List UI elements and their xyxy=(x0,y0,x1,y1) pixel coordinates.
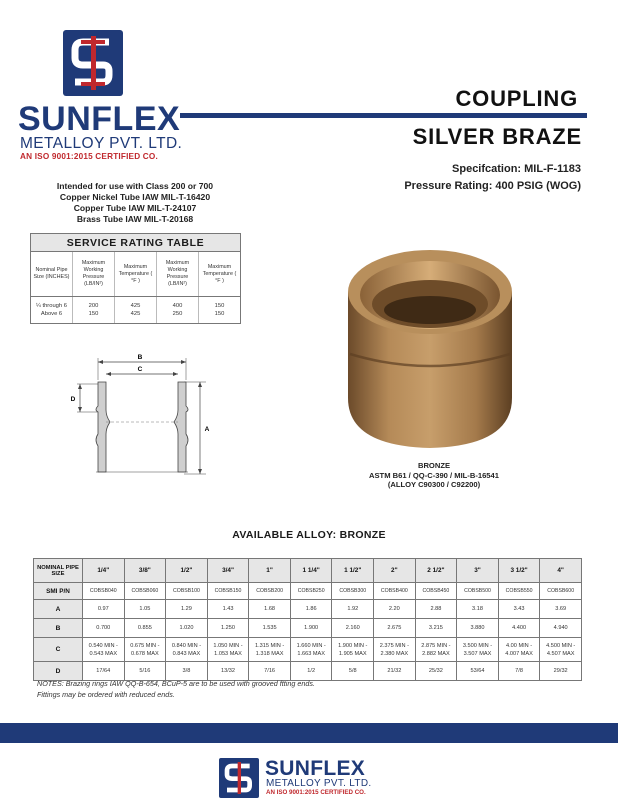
size-header: 1/4" xyxy=(83,559,125,583)
min-value: 0.675 MIN - xyxy=(130,642,160,649)
dimension-table xyxy=(33,558,582,681)
dimension-cell: 3.69 xyxy=(540,600,582,619)
part-number-cell: COBSB500 xyxy=(457,583,499,600)
part-number-cell: COBSB400 xyxy=(374,583,416,600)
min-value: 1.315 MIN - xyxy=(254,642,285,649)
pressure-rating: Pressure Rating: 400 PSIG (WOG) xyxy=(404,180,581,192)
table-row xyxy=(34,619,582,638)
dimension-cell: 4.400 xyxy=(498,619,540,638)
dimension-cell xyxy=(249,638,291,662)
header-cell: Maximum Working Pressure (LB/IN²) xyxy=(157,252,199,296)
dimension-cell xyxy=(374,638,416,662)
header-cell: Maximum Temperature ( °F ) xyxy=(202,263,237,284)
dimension-label-b: B xyxy=(137,354,143,361)
size-header: 3 1/2" xyxy=(498,559,540,583)
intended-use-line: Intended for use with Class 200 or 700 xyxy=(56,181,214,191)
dimension-cell xyxy=(83,638,125,662)
max-value: 1.663 MAX xyxy=(297,650,326,657)
size-header: 3" xyxy=(457,559,499,583)
dimension-cell xyxy=(124,638,166,662)
note-line: Fittings may be ordered with reduced ends. xyxy=(37,689,175,699)
part-number-cell: COBSB060 xyxy=(124,583,166,600)
caption-standards: ASTM B61 / QQ-C-390 / MIL-B-16541 xyxy=(369,470,499,480)
dimension-label-a: A xyxy=(204,426,210,433)
size-header: 1" xyxy=(249,559,291,583)
dimension-label-d: D xyxy=(70,396,76,403)
min-value: 2.875 MIN - xyxy=(421,642,451,649)
brand-subtitle: METALLOY PVT. LTD. xyxy=(20,135,183,152)
part-number-cell: COBSB600 xyxy=(540,583,582,600)
size-header: 1/2" xyxy=(166,559,208,583)
caption-material: BRONZE xyxy=(417,461,451,470)
dimension-cell: 0.855 xyxy=(124,619,166,638)
table-cell xyxy=(199,297,240,323)
brand-name: SUNFLEX xyxy=(18,100,181,138)
notes xyxy=(37,679,315,700)
table-row xyxy=(34,583,582,600)
page-title: COUPLING xyxy=(455,86,578,111)
header-cell: Maximum Temperature ( °F ) xyxy=(115,252,157,296)
size-header: 2 1/2" xyxy=(415,559,457,583)
max-value: 4.507 MAX xyxy=(546,650,575,657)
dimension-cell: 7/8 xyxy=(498,662,540,681)
dimension-cell: 1.020 xyxy=(166,619,208,638)
size-header: 1 1/4" xyxy=(290,559,332,583)
dimension-cell: 53/64 xyxy=(457,662,499,681)
dimension-cell: 1.250 xyxy=(207,619,249,638)
dimension-label-c: C xyxy=(137,366,143,373)
dimension-cell: 13/32 xyxy=(207,662,249,681)
dimension-cell: 2.675 xyxy=(374,619,416,638)
available-alloy-heading: AVAILABLE ALLOY: BRONZE xyxy=(232,529,386,541)
table-cell xyxy=(73,297,115,323)
cell-value: 400 xyxy=(172,303,183,309)
dimension-cell: 3/8 xyxy=(166,662,208,681)
part-number-cell: COBSB200 xyxy=(249,583,291,600)
page-subtitle: SILVER BRAZE xyxy=(412,124,582,149)
footer-brand-subtitle: METALLOY PVT. LTD. xyxy=(266,778,372,789)
max-value: 1.053 MAX xyxy=(214,650,242,657)
min-value: 1.050 MIN - xyxy=(213,642,243,649)
cell-value: 425 xyxy=(130,303,141,309)
max-value: 0.678 MAX xyxy=(131,650,159,657)
max-value: 3.507 MAX xyxy=(463,650,492,657)
max-value: 1.905 MAX xyxy=(338,650,367,657)
cell-value: 150 xyxy=(214,311,225,317)
dimension-cell: 1.900 xyxy=(290,619,332,638)
caption-alloy: (ALLOY C90300 / C92200) xyxy=(387,480,481,489)
part-number-cell: COBSB100 xyxy=(166,583,208,600)
min-value: 4.00 MIN - xyxy=(506,642,533,649)
max-value: 0.843 MAX xyxy=(172,650,201,657)
dimension-cell: 1.86 xyxy=(290,600,332,619)
service-rating-title: SERVICE RATING TABLE xyxy=(31,234,240,252)
dimension-cell: 3.215 xyxy=(415,619,457,638)
min-value: 4.500 MIN - xyxy=(546,642,576,649)
dimension-cell: 0.700 xyxy=(83,619,125,638)
max-value: 2.380 MAX xyxy=(380,650,409,657)
min-value: 1.660 MIN - xyxy=(296,642,326,649)
size-header: 4" xyxy=(540,559,582,583)
table-cell xyxy=(31,297,73,323)
table-row xyxy=(34,638,582,662)
bronze-coupling-photo xyxy=(340,238,520,453)
dimension-cell: 5/8 xyxy=(332,662,374,681)
row-label: A xyxy=(34,600,83,619)
dimension-cell: 1.92 xyxy=(332,600,374,619)
footer-logo xyxy=(219,756,409,800)
service-rating-body-row xyxy=(31,297,240,323)
min-value: 0.840 MIN - xyxy=(171,642,202,649)
max-value: 0.543 MAX xyxy=(89,650,118,657)
max-value: 4.007 MAX xyxy=(505,650,533,657)
part-number-cell: COBSB550 xyxy=(498,583,540,600)
table-row xyxy=(34,662,582,681)
dimension-cell: 1.29 xyxy=(166,600,208,619)
photo-caption xyxy=(340,461,528,490)
part-number-cell: COBSB450 xyxy=(415,583,457,600)
title-divider xyxy=(180,113,587,118)
row-label: C xyxy=(34,638,83,662)
part-number-cell: COBSB150 xyxy=(207,583,249,600)
sunflex-logo-icon xyxy=(63,30,123,96)
max-value: 2.882 MAX xyxy=(422,650,450,657)
dimension-cell xyxy=(166,638,208,662)
table-row xyxy=(34,559,582,583)
cell-value: 250 xyxy=(172,311,183,317)
dimension-cell: 3.880 xyxy=(457,619,499,638)
min-value: 1.900 MIN - xyxy=(338,642,368,649)
row-label: D xyxy=(34,662,83,681)
dimension-cell xyxy=(332,638,374,662)
header-cell: Maximum Working Pressure (LB/IN²) xyxy=(73,252,115,296)
intended-use-line: Copper Nickel Tube IAW MIL-T-16420 xyxy=(59,192,211,202)
header-cell: Nominal Pipe Size (INCHES) xyxy=(31,252,73,296)
cell-value: ¼ through 6 xyxy=(36,303,67,309)
brand-certification: AN ISO 9001:2015 CERTIFIED CO. xyxy=(20,152,158,161)
max-value: 1.318 MAX xyxy=(255,650,284,657)
dimension-cell: 17/64 xyxy=(83,662,125,681)
dimension-cell: 2.20 xyxy=(374,600,416,619)
dimension-cell: 3.43 xyxy=(498,600,540,619)
dimension-cell: 2.160 xyxy=(332,619,374,638)
note-line: NOTES: Brazing rings IAW QQ-B-654, BCuP-5 are to be used with grooved ftting ends. xyxy=(37,679,315,688)
dimension-cell xyxy=(498,638,540,662)
part-number-cell: COBSB300 xyxy=(332,583,374,600)
cell-value: Above 6 xyxy=(40,311,63,317)
table-cell xyxy=(157,297,199,323)
dimension-cell: 1.535 xyxy=(249,619,291,638)
cell-value: 200 xyxy=(88,303,99,309)
row-label-size: NOMINAL PIPE SIZE xyxy=(34,559,83,583)
size-header: 1 1/2" xyxy=(332,559,374,583)
dimension-cell xyxy=(290,638,332,662)
intended-use-line: Copper Tube IAW MIL-T-24107 xyxy=(73,203,197,213)
dimension-cell: 1.43 xyxy=(207,600,249,619)
dimension-cell: 2.88 xyxy=(415,600,457,619)
footer-certification: AN ISO 9001:2015 CERTIFIED CO. xyxy=(266,789,366,796)
dimension-cell: 25/32 xyxy=(415,662,457,681)
row-label: SMI P/N xyxy=(34,583,83,600)
footer-brand-name: SUNFLEX xyxy=(265,757,366,780)
part-number-cell: COBSB250 xyxy=(290,583,332,600)
dimension-cell: 21/32 xyxy=(374,662,416,681)
dimension-cell: 1.05 xyxy=(124,600,166,619)
intended-use-line: Brass Tube IAW MIL-T-20168 xyxy=(76,214,194,224)
size-header: 3/8" xyxy=(124,559,166,583)
min-value: 3.500 MIN - xyxy=(462,642,493,649)
size-header: 3/4" xyxy=(207,559,249,583)
specification: Specifcation: MIL-F-1183 xyxy=(452,163,581,175)
dimension-cell: 0.97 xyxy=(83,600,125,619)
intended-use xyxy=(30,181,240,225)
size-header: 2" xyxy=(374,559,416,583)
cell-value: 150 xyxy=(88,311,99,317)
cell-value: 150 xyxy=(214,303,225,309)
dimension-cell: 7/16 xyxy=(249,662,291,681)
cell-value: 425 xyxy=(130,311,141,317)
part-number-cell: COBSB040 xyxy=(83,583,125,600)
dimension-cell: 3.18 xyxy=(457,600,499,619)
footer-bar xyxy=(0,723,618,743)
row-label: B xyxy=(34,619,83,638)
dimension-cell: 4.940 xyxy=(540,619,582,638)
dimension-cell xyxy=(540,638,582,662)
service-rating-header-row xyxy=(31,252,240,297)
table-row xyxy=(34,600,582,619)
min-value: 2.375 MIN - xyxy=(379,642,409,649)
dimension-cell xyxy=(415,638,457,662)
table-cell xyxy=(115,297,157,323)
min-value: 0.540 MIN - xyxy=(88,642,118,649)
dimension-cell xyxy=(457,638,499,662)
dimension-cell xyxy=(207,638,249,662)
dimension-cell: 5/16 xyxy=(124,662,166,681)
sunflex-logo-icon xyxy=(219,758,259,798)
dimension-cell: 1/2 xyxy=(290,662,332,681)
coupling-cross-section-drawing xyxy=(60,350,220,480)
dimension-cell: 1.68 xyxy=(249,600,291,619)
dimension-cell: 29/32 xyxy=(540,662,582,681)
service-rating-table xyxy=(30,233,241,324)
